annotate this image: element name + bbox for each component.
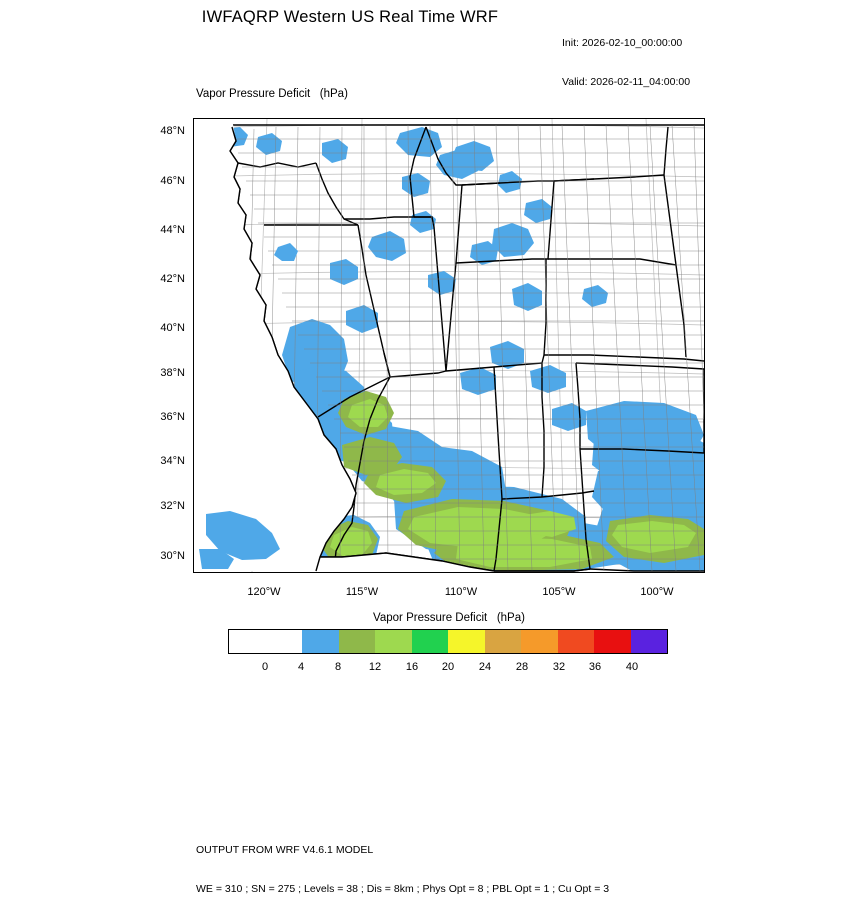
x-tick-label: 105°W <box>542 586 576 598</box>
colorbar-tick: 16 <box>405 661 419 673</box>
colorbar-title: Vapor Pressure Deficit (hPa) <box>373 612 525 624</box>
colorbar-swatch-8 <box>521 630 558 653</box>
colorbar <box>228 629 668 654</box>
colorbar-swatch-11 <box>631 630 668 653</box>
init-time: Init: 2026-02-10_00:00:00 <box>562 37 683 49</box>
y-tick-label: 36°N <box>160 411 185 423</box>
y-tick-label: 48°N <box>160 125 185 137</box>
x-tick-label: 120°W <box>247 586 281 598</box>
colorbar-swatch-7 <box>485 630 522 653</box>
y-tick-label: 42°N <box>160 273 185 285</box>
colorbar-swatch-2 <box>302 630 339 653</box>
colorbar-tick: 8 <box>334 661 342 673</box>
colorbar-swatch-4 <box>375 630 412 653</box>
x-tick-label: 100°W <box>640 586 674 598</box>
colorbar-swatch-5 <box>412 630 449 653</box>
colorbar-swatch-3 <box>339 630 376 653</box>
y-tick-label: 32°N <box>160 500 185 512</box>
colorbar-tick: 36 <box>588 661 602 673</box>
colorbar-swatch-9 <box>558 630 595 653</box>
colorbar-tick: 4 <box>297 661 305 673</box>
y-tick-label: 44°N <box>160 224 185 236</box>
colorbar-tick: 12 <box>368 661 382 673</box>
y-tick-label: 46°N <box>160 175 185 187</box>
colorbar-swatch-6 <box>448 630 485 653</box>
colorbar-tick: 28 <box>515 661 529 673</box>
colorbar-tick: 24 <box>478 661 492 673</box>
model-config-footer <box>196 818 609 909</box>
map-plot-area <box>193 118 705 573</box>
map-canvas <box>194 119 704 572</box>
colorbar-tick: 40 <box>625 661 639 673</box>
colorbar-tick: 32 <box>552 661 566 673</box>
field-label: Vapor Pressure Deficit (hPa) <box>196 88 348 100</box>
y-tick-label: 38°N <box>160 367 185 379</box>
colorbar-tick: 0 <box>261 661 269 673</box>
footer-line-1: OUTPUT FROM WRF V4.6.1 MODEL <box>196 844 374 856</box>
y-tick-label: 34°N <box>160 455 185 467</box>
colorbar-tick: 20 <box>441 661 455 673</box>
colorbar-tick-labels <box>228 661 668 677</box>
colorbar-swatch-10 <box>594 630 631 653</box>
x-tick-label: 110°W <box>444 586 478 598</box>
x-tick-label: 115°W <box>345 586 379 598</box>
page-title: IWFAQRP Western US Real Time WRF <box>201 8 499 26</box>
colorbar-swatch-1 <box>266 630 303 653</box>
model-run-info <box>562 11 690 102</box>
y-tick-label: 40°N <box>160 322 185 334</box>
valid-time: Valid: 2026-02-11_04:00:00 <box>562 76 691 88</box>
colorbar-swatch-0 <box>229 630 266 653</box>
footer-line-2: WE = 310 ; SN = 275 ; Levels = 38 ; Dis = 8km ; Phys Opt = 8 ; PBL Opt = 1 ; Cu Opt = 3 <box>196 883 610 895</box>
y-tick-label: 30°N <box>160 550 185 562</box>
